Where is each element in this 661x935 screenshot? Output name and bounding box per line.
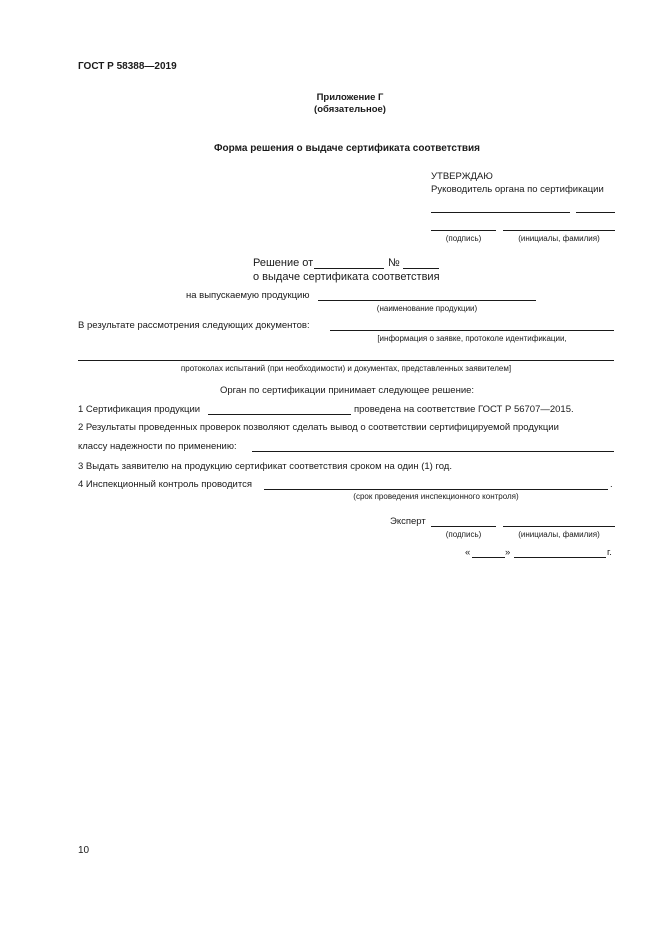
documents-caption-2: протоколах испытаний (при необходимости) и документах, представленных заявителем] xyxy=(180,364,512,373)
expert-name-line xyxy=(503,526,615,527)
expert-signature-caption: (подпись) xyxy=(445,530,482,539)
product-caption: (наименование продукции) xyxy=(376,304,478,313)
approval-signature-caption: (подпись) xyxy=(445,234,482,243)
item-1-suffix: проведена на соответствие ГОСТ Р 56707—2015. xyxy=(354,404,574,415)
product-prefix: на выпускаемую продукцию xyxy=(186,290,310,301)
decision-date-line xyxy=(314,268,384,269)
approval-organ-line xyxy=(431,212,570,213)
item-2-line-1: 2 Результаты проведенных проверок позволяют сделать вывод о соответствии сертифицируемой продукции xyxy=(78,422,559,433)
item-4-dot: . xyxy=(610,479,613,490)
approval-position: Руководитель органа по сертификации xyxy=(431,184,604,195)
item-3: 3 Выдать заявителю на продукцию сертификат соответствия сроком на один (1) год. xyxy=(78,461,452,472)
approval-label: УТВЕРЖДАЮ xyxy=(431,171,493,182)
decision-number-line xyxy=(403,268,439,269)
documents-line-1 xyxy=(330,330,614,331)
expert-label: Эксперт xyxy=(390,516,426,527)
item-1-line xyxy=(208,414,351,415)
date-close-quote: » xyxy=(505,547,511,558)
item-4-prefix: 4 Инспекционный контроль проводится xyxy=(78,479,252,490)
approval-signature-line xyxy=(431,230,496,231)
date-day-line xyxy=(472,557,505,558)
approval-organ-line-short xyxy=(576,212,615,213)
approval-name-caption: (инициалы, фамилия) xyxy=(518,234,600,243)
documents-prefix: В результате рассмотрения следующих документов: xyxy=(78,320,310,331)
date-year-suffix: г. xyxy=(607,547,612,558)
expert-name-caption: (инициалы, фамилия) xyxy=(518,530,600,539)
date-month-line xyxy=(514,557,606,558)
approval-name-line xyxy=(503,230,615,231)
documents-line-2 xyxy=(78,360,614,361)
product-line xyxy=(318,300,536,301)
item-1-prefix: 1 Сертификация продукции xyxy=(78,404,201,415)
documents-caption-1: [информация о заявке, протоколе идентификации, xyxy=(377,334,567,343)
form-title: Форма решения о выдаче сертификата соответствия xyxy=(213,143,481,154)
expert-signature-line xyxy=(431,526,496,527)
appendix-title: Приложение Г xyxy=(316,92,384,103)
organ-decision: Орган по сертификации принимает следующее решение: xyxy=(219,385,475,396)
appendix-status: (обязательное) xyxy=(314,104,386,115)
date-open-quote: « xyxy=(465,547,471,558)
item-2-prefix: классу надежности по применению: xyxy=(78,441,237,452)
page-number: 10 xyxy=(78,845,90,856)
decision-prefix: Решение от xyxy=(253,257,314,269)
document-standard-header: ГОСТ Р 58388—2019 xyxy=(78,61,177,72)
decision-subject: о выдаче сертификата соответствия xyxy=(253,271,440,283)
item-4-caption: (срок проведения инспекционного контроля) xyxy=(353,492,519,501)
item-2-line xyxy=(252,451,614,452)
decision-number-sign: № xyxy=(388,257,400,269)
item-4-line xyxy=(264,489,608,490)
